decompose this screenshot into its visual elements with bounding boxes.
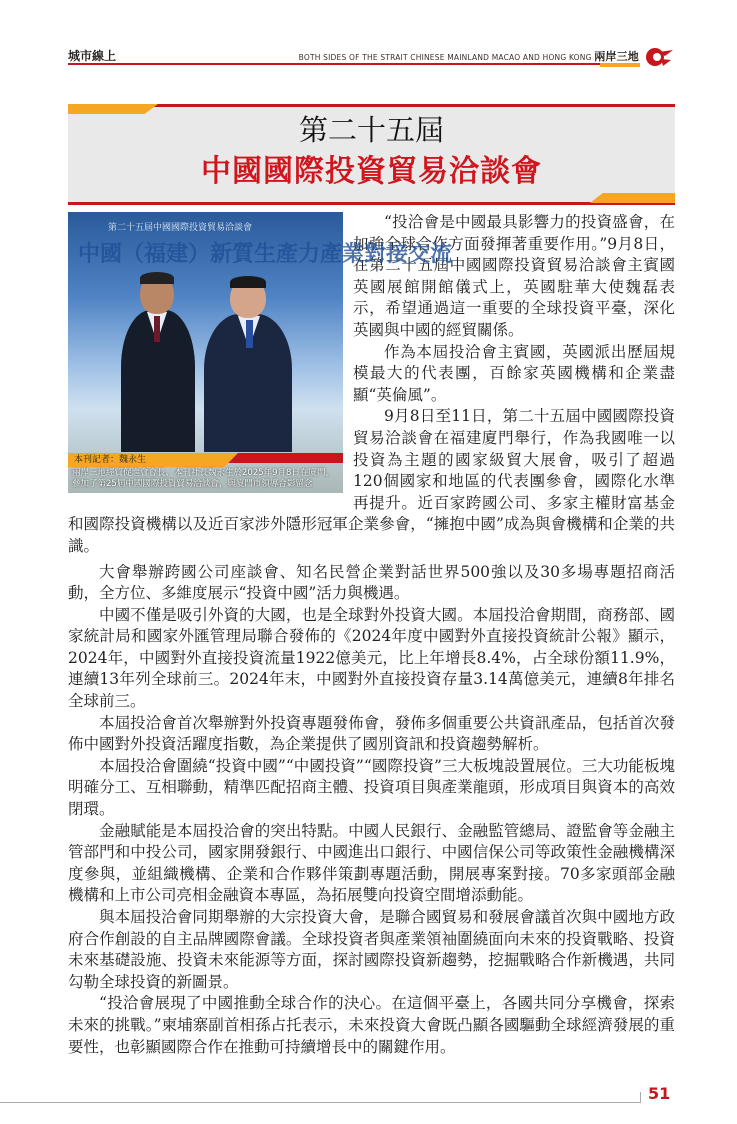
section-label: 城市線上 [68, 49, 117, 63]
header-rule-accent [600, 63, 640, 67]
paragraph: 9月8日至11日，第二十五屆中國國際投資貿易洽談會在福建廈門舉行，作為我國唯一以投資為主題的國家級貿大展會，吸引了超過120個國家和地區的代表團參會，國際化水準再提升。近百家跨國公司、多家主權財富基金和國際投資機構以及近百家涉外隱形冠軍企業參會，“擁抱中國”成為與會機構和企業的共識。 [68, 407, 675, 555]
magazine-name-en: BOTH SIDES OF THE STRAIT CHINESE MAINLAND MACAO AND HONG KONG [298, 53, 592, 62]
paragraph: “投洽會展現了中國推動全球合作的決心。在這個平臺上，各國共同分享機會，探索未來的挑戰。”柬埔寨副首相孫占托表示，未來投資大會既凸顯各國驅動全球經濟發展的重要性，也彰顯國際合作在推動可持續增長中的關鍵作用。 [68, 994, 675, 1056]
paragraph: 與本屆投洽會同期舉辦的大宗投資大會，是聯合國貿易和發展會議首次與中國地方政府合作創設的自主品牌國際會議。全球投資者與產業領袖圍繞面向未來的投資戰略、投資未來基礎設施、投資未來能源等方面，探討國際投資新趨勢，挖掘戰略合作新機遇，共同勾勒全球投資的新圖景。 [68, 908, 675, 991]
page-number: 51 [648, 1084, 671, 1104]
magazine-name-zh: 兩岸三地 [594, 50, 639, 63]
full-width-text [68, 558, 675, 1059]
photo-credit: 本刊記者：魏永生 [74, 455, 147, 465]
paragraph: 金融賦能是本屆投洽會的突出特點。中國人民銀行、金融監管總局、證監會等金融主管部門和中投公司，國家開發銀行、中國進出口銀行、中國信保公司等政策性金融機構深度參與，並組織機構、企業和合作夥伴策劃專題活動，開展專案對接。70多家頭部金融機構和上市公司亮相金融資本專區，為拓展雙向投資空間增添動能。 [68, 821, 675, 905]
title-band-bottom-accent [590, 193, 675, 203]
backdrop-small-text: 第二十五屆中國國際投資貿易洽談會 [108, 223, 253, 233]
article-photo [68, 212, 453, 493]
paragraph: 作為本屆投洽會主賓國，英國派出歷屆規模最大的代表團，百餘家英國機構和企業盡顯“英倫風”。 [353, 342, 675, 404]
header-rule [68, 63, 640, 65]
title-line-2: 中國國際投資貿易洽談會 [201, 154, 542, 189]
paragraph: 本屆投洽會首次舉辦對外投資專題發佈會，發佈多個重要公共資訊產品，包括首次發佈中國對外投資活躍度指數，為企業提供了國別資訊和投資趨勢解析。 [68, 713, 675, 754]
title-band-bottom-rule [68, 202, 675, 205]
paragraph: 本屆投洽會圍繞“投資中國”“中國投資”“國際投資”三大板塊設置展位。三大功能板塊明確分工、互相聯動，精準匹配招商主體、投資項目與產業龍頭，形成項目與資本的高效閉環。 [68, 756, 675, 819]
backdrop-big-text: 中國（福建）新質生產力產業對接交流 [78, 242, 453, 267]
paragraph: 中國不僅是吸引外資的大國，也是全球對外投資大國。本屆投洽會期間，商務部、國家統計局和國家外匯管理局聯合發佈的《2024年度中國對外直接投資統計公報》顯示，2024年，中國對外直接投資流量1922億美元，比上年增長8.4%，占全球份額11.9%，連續13年列全球前三。2024年末，中國對外直接投資存量3.14萬億美元，連續8年排名全球前三。 [68, 605, 675, 711]
person-right [198, 274, 298, 452]
footer-tick [640, 1092, 641, 1103]
title-line-1: 第二十五屆 [298, 113, 444, 147]
magazine-name [299, 48, 639, 64]
paragraph: 大會舉辦跨國公司座談會、知名民營企業對話世界500強以及30多場專題招商活動，全方位、多維度展示“投資中國”活力與機遇。 [68, 562, 675, 603]
person-left [113, 272, 203, 452]
article-body [68, 212, 675, 1124]
magazine-logo-icon [645, 46, 673, 68]
paragraph: “投洽會是中國最具影響力的投資盛會，在加強全球合作方面發揮著重要作用。”9月8日，在第二十五屆中國國際投資貿易洽談會主賓國英國展館開館儀式上，英國駐華大使魏磊表示，希望通過這一重要的全球投資平臺，深化英國與中國的經貿關係。 [353, 213, 675, 339]
photo-caption: 兩岸三地經貿促進會會長、本刊社長魏永生於2025年9月8日在廈門，參加了第25屆中國國際投資貿易洽談會，與廈門市領導合影留念 [72, 468, 334, 489]
page-footer [68, 1084, 675, 1124]
title-band-top-rule [68, 104, 675, 107]
footer-rule [0, 1102, 640, 1103]
